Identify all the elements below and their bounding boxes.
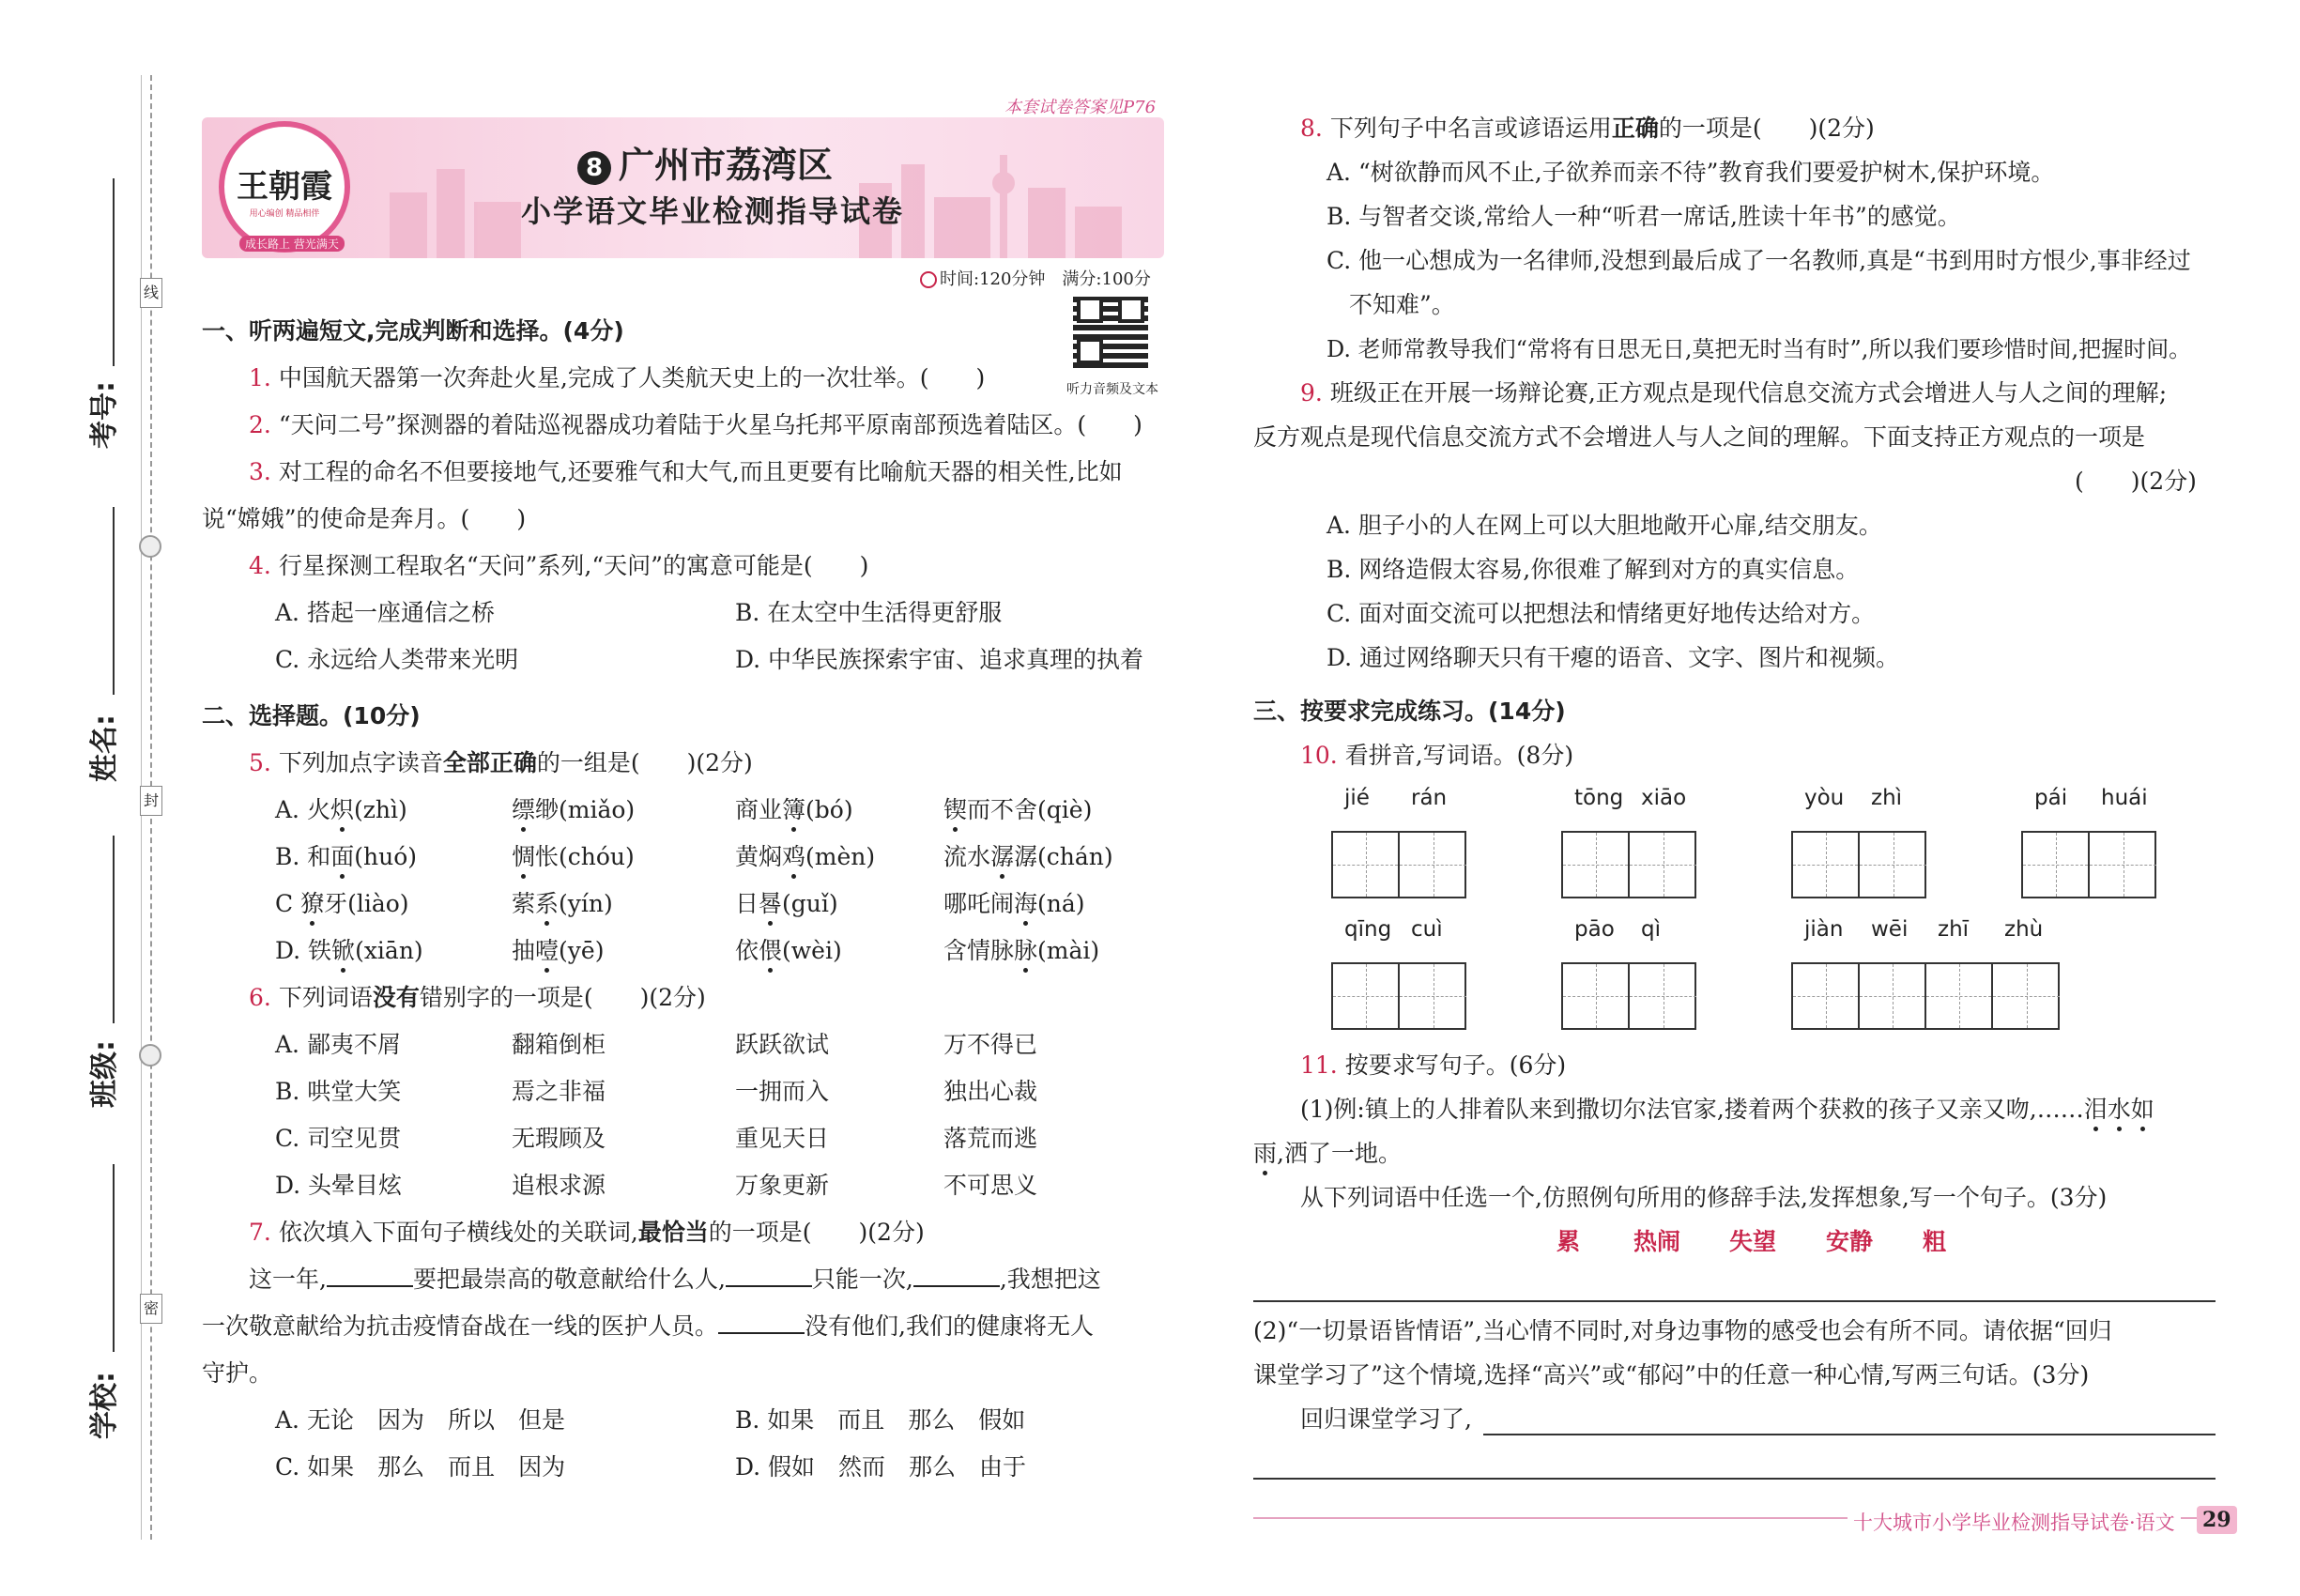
q11-word: 累 [1556, 1228, 1581, 1255]
q5-item-suffix: (xiān) [355, 937, 423, 964]
q5-option-item [275, 937, 423, 965]
pinyin-syllable: yòu [1804, 786, 1845, 810]
q3-text-cont: 说“嫦娥”的使命是奔月。( ) [202, 505, 527, 532]
pinyin-syllable: jiàn [1804, 917, 1844, 942]
q5-dotted-char: 锲 [943, 796, 968, 823]
tianzige-writing-box[interactable] [1561, 962, 1696, 1030]
q8-text-pre: 下列句子中名言或谚语运用 [1329, 115, 1612, 142]
q5-option-item [735, 843, 875, 871]
q5-item-suffix: (yín) [559, 890, 613, 917]
q5-option-item [735, 890, 838, 918]
emphasis-dot-char: 水 [2107, 1096, 2131, 1123]
section-1-title: 一、听两遍短文,完成判断和选择。(4分) [202, 317, 624, 345]
q4-option-c: C. 永远给人类带来光明 [275, 646, 519, 673]
q7-seg: 一次敬意献给为抗击疫情奋战在一线的医护人员。 [202, 1312, 719, 1340]
q11-dotted-words [2084, 1096, 2154, 1123]
section-3-title: 三、按要求完成练习。(14分) [1253, 698, 1566, 725]
q7-text-pre: 依次填入下面句子横线处的关联词, [278, 1219, 638, 1246]
question-9 [1300, 379, 2167, 407]
q7-option-b: B. 如果 而且 那么 假如 [735, 1406, 1026, 1434]
q6-option-item: 落荒而逃 [943, 1125, 1038, 1152]
school-label: 学校: [88, 1372, 121, 1439]
q6-option-item: A. 鄙夷不屑 [275, 1031, 401, 1058]
q5-dotted-char: 炽 [330, 796, 354, 823]
title-line-1 [577, 136, 833, 188]
q5-text-pre: 下列加点字读音 [278, 749, 443, 776]
q11-instruction: 从下列词语中任选一个,仿照例句所用的修辞手法,发挥想象,写一个句子。(3分) [1300, 1184, 2108, 1211]
q5-item-prefix: 萦 [512, 890, 536, 917]
q5-dotted-char: 噎 [535, 937, 560, 964]
q9-option-c: C. 面对面交流可以把想法和情绪更好地传达给对方。 [1326, 600, 1876, 627]
brand-name: 王朝霞 [237, 168, 332, 206]
q6-text-pre: 下列词语 [278, 984, 373, 1011]
q9-option-b: B. 网络造假太容易,你很难了解到对方的真实信息。 [1326, 556, 1860, 583]
q11-example [1300, 1096, 2154, 1124]
question-8 [1300, 115, 1875, 143]
q11-word: 热闹 [1633, 1228, 1681, 1255]
pinyin-syllable: huái [2101, 786, 2148, 810]
tianzige-cell[interactable] [1860, 964, 1926, 1028]
q1-number: 1. [249, 364, 271, 391]
seal-xian: 线 [140, 278, 162, 308]
q11-word: 安静 [1826, 1228, 1874, 1255]
qr-code-icon [1073, 293, 1148, 368]
q7-seg: 只能一次, [811, 1266, 913, 1293]
q5-dotted-char: 海 [1014, 890, 1038, 917]
class-label: 班级: [88, 1040, 121, 1108]
q6-text-post: 错别字的一项是( )(2分) [419, 984, 706, 1011]
q6-option-item: 跃跃欲试 [735, 1031, 830, 1058]
q7-seg: ,我想把这 [999, 1266, 1101, 1293]
brand-sub: 用心编创 精品相伴 [249, 209, 320, 219]
q7-blank-1[interactable] [327, 1285, 413, 1287]
test-number-badge: 8 [577, 151, 611, 185]
q5-item-prefix: 依 [735, 937, 759, 964]
q5-option-item [943, 937, 1099, 965]
q11-example-text: (1)例:镇上的人排着队来到撒切尔法官家,搂着两个获救的孩子又亲又吻,…… [1300, 1096, 2084, 1123]
q11-number: 11. [1300, 1051, 1338, 1079]
q5-item-suffix: 潺(chán) [1014, 843, 1113, 870]
question-5 [249, 749, 753, 777]
pinyin-syllable: zhī [1938, 917, 1970, 942]
q6-option-item: 翻箱倒柜 [512, 1031, 606, 1058]
q5-dotted-char: 偎 [759, 937, 783, 964]
q5-option-item [735, 937, 842, 965]
q5-item-suffix: 而不舍(qiè) [967, 796, 1093, 823]
q10-number: 10. [1300, 742, 1338, 769]
page-number: 29 [2197, 1506, 2237, 1534]
q11-part2: (2)“一切景语皆情语”,当心情不同时,对身边事物的感受也会有所不同。请依据“回归 [1253, 1317, 2112, 1344]
q1-text: 中国航天器第一次奔赴火星,完成了人类航天史上的一次壮举。( ) [278, 364, 986, 391]
tianzige-cell[interactable] [1333, 833, 1400, 897]
q6-option-item: 焉之非福 [512, 1078, 606, 1105]
q5-item-suffix: (bó) [805, 796, 853, 823]
section-2-title: 二、选择题。(10分) [202, 702, 421, 729]
seal-mi: 密 [140, 1294, 162, 1324]
pinyin-syllable: tōng [1574, 786, 1624, 810]
pinyin-syllable: qīng [1344, 917, 1392, 942]
tianzige-cell[interactable] [1793, 964, 1860, 1028]
name-line [113, 507, 115, 695]
tianzige-writing-box[interactable] [1331, 962, 1466, 1030]
seal-feng: 封 [140, 786, 162, 816]
tianzige-cell[interactable] [2090, 833, 2156, 897]
q5-dotted-char: 鸡 [782, 843, 806, 870]
q6-text-bold: 没有 [372, 984, 420, 1011]
tianzige-cell[interactable] [1400, 833, 1466, 897]
q5-item-suffix: (wèi) [782, 937, 842, 964]
q5-item-prefix: 黄焖 [735, 843, 783, 870]
q5-option-item [943, 843, 1113, 871]
binding-hole-icon [139, 1044, 161, 1067]
q5-item-prefix: D. 铁 [275, 937, 332, 964]
q5-item-suffix: (guǐ) [782, 890, 838, 917]
q7-seg: 没有他们,我们的健康将无人 [805, 1312, 1094, 1340]
q7-blank-4[interactable] [718, 1332, 805, 1334]
q5-option-item [275, 890, 409, 918]
q11-part2-prompt: 回归课堂学习了, [1300, 1405, 1472, 1433]
q7-seg: 这一年, [249, 1266, 327, 1293]
tianzige-cell[interactable] [1630, 833, 1696, 897]
q9-text-cont: 反方观点是现代信息交流方式不会增进人与人之间的理解。下面支持正方观点的一项是 [1253, 423, 2146, 451]
q8-number: 8. [1300, 115, 1323, 142]
q10-text: 看拼音,写词语。(8分) [1344, 742, 1574, 769]
footer-book-title: 十大城市小学毕业检测指导试卷·语文 [1848, 1509, 2181, 1537]
q5-item-suffix: 怅(chóu) [535, 843, 635, 870]
q5-item-suffix: (mài) [1037, 937, 1100, 964]
tianzige-cell[interactable] [1793, 833, 1860, 897]
tianzige-writing-box[interactable] [1791, 831, 1926, 898]
q11-word: 粗 [1923, 1228, 1947, 1255]
q5-dotted-char: 锨 [331, 937, 356, 964]
question-11 [1300, 1051, 1566, 1080]
brand-logo [219, 121, 350, 253]
q4-option-b: B. 在太空中生活得更舒服 [735, 599, 1003, 626]
q5-item-prefix: 流水 [943, 843, 991, 870]
q5-dotted-char: 潺 [990, 843, 1015, 870]
question-4 [249, 552, 868, 580]
question-10 [1300, 742, 1573, 770]
q5-option-item [275, 843, 417, 871]
tianzige-cell[interactable] [2023, 833, 2090, 897]
q8-text-post: 的一项是( )(2分) [1658, 115, 1875, 142]
tianzige-cell[interactable] [1563, 964, 1630, 1028]
q5-item-suffix: (mèn) [805, 843, 876, 870]
pinyin-syllable: pāo [1574, 917, 1615, 942]
brand-slogan: 成长路上 营光满天 [239, 236, 345, 252]
tianzige-writing-box[interactable] [1561, 831, 1696, 898]
exam-number-line [113, 178, 115, 366]
q5-option-item [512, 843, 635, 871]
q4-text: 行星探测工程取名“天问”系列,“天问”的寓意可能是( ) [278, 552, 869, 579]
q5-dotted-char: 面 [330, 843, 355, 870]
q6-option-item: 不可思义 [943, 1172, 1038, 1199]
q6-option-item: 重见天日 [735, 1125, 830, 1152]
q5-dotted-char: 缥 [512, 796, 536, 823]
q6-option-item: 万不得已 [943, 1031, 1038, 1058]
pinyin-syllable: zhì [1871, 786, 1903, 810]
tianzige-cell[interactable] [1993, 964, 2060, 1028]
tianzige-cell[interactable] [1630, 964, 1696, 1028]
q7-sentence-line-3: 守护。 [202, 1359, 273, 1387]
q4-option-d: D. 中华民族探索宇宙、追求真理的执着 [735, 646, 1144, 673]
q5-item-suffix: (ná) [1037, 890, 1085, 917]
q7-option-a: A. 无论 因为 所以 但是 [275, 1406, 565, 1434]
q5-dotted-char: 脉 [1014, 937, 1038, 964]
clock-icon [920, 271, 937, 288]
tianzige-cell[interactable] [1926, 964, 1993, 1028]
q5-dotted-char: 晷 [759, 890, 783, 917]
q5-item-suffix: (zhì) [353, 796, 407, 823]
exam-number-label: 考号: [88, 381, 121, 449]
q5-item-prefix: 抽 [512, 937, 536, 964]
emphasis-dot-char: 如 [2130, 1096, 2154, 1123]
q9-option-a: A. 胆子小的人在网上可以大胆地敞开心扉,结交朋友。 [1326, 512, 1882, 539]
q5-option-item [735, 796, 853, 824]
q7-sentence-line-1 [249, 1266, 1101, 1294]
q5-item-prefix: C [275, 890, 301, 917]
pinyin-syllable: zhù [2004, 917, 2044, 942]
q8-option-c: C. 他一心想成为一名律师,没想到最后成了一名教师,真是“书到用时方恨少,事非经过 [1326, 247, 2191, 274]
q5-dotted-char: 惆 [512, 843, 536, 870]
school-line [113, 1164, 115, 1352]
q11-answer-line-1[interactable] [1253, 1300, 2216, 1302]
q9-answer-paren: ( )(2分) [2075, 468, 2197, 495]
question-1 [249, 364, 985, 392]
q5-option-item [943, 796, 1092, 824]
q7-sentence-line-2 [202, 1312, 1094, 1341]
tianzige-writing-box[interactable] [2021, 831, 2156, 898]
q11-answer-line-3[interactable] [1253, 1478, 2216, 1480]
pinyin-syllable: qì [1641, 917, 1661, 942]
q7-text-post: 的一项是( )(2分) [708, 1219, 925, 1246]
question-6 [249, 984, 706, 1012]
pinyin-syllable: jié [1344, 786, 1370, 810]
pinyin-syllable: xiāo [1641, 786, 1687, 810]
tianzige-writing-box[interactable] [1331, 831, 1466, 898]
q8-option-d: D. 老师常教导我们“常将有日思无日,莫把无时当有时”,所以我们要珍惜时间,把握时间。 [1326, 336, 2192, 362]
q5-option-item [512, 890, 613, 918]
q3-number: 3. [249, 458, 271, 485]
q8-option-b: B. 与智者交谈,常给人一种“听君一席话,胜读十年书”的感觉。 [1326, 203, 1961, 230]
pinyin-syllable: rán [1411, 786, 1448, 810]
q11-word: 失望 [1729, 1228, 1777, 1255]
time-limit: 时间:120分钟 [940, 269, 1046, 289]
q5-text-bold: 全部正确 [442, 749, 537, 776]
q8-text-bold: 正确 [1611, 115, 1659, 142]
question-7 [249, 1219, 925, 1247]
q5-dotted-char: 獠 [300, 890, 325, 917]
question-2 [249, 411, 1142, 439]
q7-text-bold: 最恰当 [637, 1219, 709, 1246]
q5-item-prefix: 哪吒闹 [943, 890, 1015, 917]
q7-option-c: C. 如果 那么 而且 因为 [275, 1453, 566, 1481]
q5-item-suffix: 牙(liào) [324, 890, 409, 917]
q5-item-prefix: 含情脉 [943, 937, 1015, 964]
q5-dotted-char: 系 [535, 890, 560, 917]
tianzige-cell[interactable] [1400, 964, 1466, 1028]
q7-number: 7. [249, 1219, 271, 1246]
time-info [920, 266, 1151, 294]
q9-text: 班级正在开展一场辩论赛,正方观点是现代信息交流方式会增进人与人之间的理解; [1329, 379, 2168, 407]
tianzige-cell[interactable] [1860, 833, 1926, 897]
q5-text-post: 的一组是( )(2分) [536, 749, 753, 776]
q5-option-item [512, 796, 635, 824]
pinyin-syllable: cuì [1411, 917, 1443, 942]
q6-option-item: 独出心裁 [943, 1078, 1038, 1105]
q5-item-prefix: 商业 [735, 796, 783, 823]
q8-option-a: A. “树欲静而风不止,子欲养而亲不待”教育我们要爱护树木,保护环境。 [1326, 159, 2055, 186]
tianzige-writing-box[interactable] [1791, 962, 2060, 1030]
q7-seg: 要把最崇高的敬意献给什么人, [412, 1266, 726, 1293]
q5-option-item [512, 937, 604, 965]
qr-caption: 听力音频及文本 [1066, 382, 1158, 397]
name-label: 姓名: [88, 714, 121, 782]
tianzige-cell[interactable] [1333, 964, 1400, 1028]
q7-option-d: D. 假如 然而 那么 由于 [735, 1453, 1027, 1481]
q8-option-c-cont: 不知难”。 [1349, 291, 1455, 318]
q6-option-item: 追根求源 [512, 1172, 606, 1199]
q7-blank-2[interactable] [726, 1285, 812, 1287]
q5-option-item [275, 796, 407, 824]
q6-option-item: 万象更新 [735, 1172, 830, 1199]
q11-text: 按要求写句子。(6分) [1344, 1051, 1567, 1079]
tianzige-cell[interactable] [1563, 833, 1630, 897]
q11-answer-line-2[interactable] [1483, 1434, 2216, 1435]
q6-option-item: 一拥而入 [735, 1078, 830, 1105]
q5-dotted-char: 簿 [782, 796, 806, 823]
q3-text: 对工程的命名不但要接地气,还要雅气和大气,而且更要有比喻航天器的相关性,比如 [278, 458, 1123, 485]
class-line [113, 836, 115, 1023]
q5-number: 5. [249, 749, 271, 776]
binding-hole-icon [139, 535, 161, 558]
q6-option-item: 无瑕顾及 [512, 1125, 606, 1152]
q4-option-a: A. 搭起一座通信之桥 [275, 599, 495, 626]
q2-number: 2. [249, 411, 271, 438]
answer-ref: 本套试卷答案见P76 [1004, 98, 1157, 117]
header-banner [202, 117, 1164, 258]
pinyin-syllable: wēi [1871, 917, 1909, 942]
pinyin-syllable: pái [2034, 786, 2068, 810]
q5-option-item [943, 890, 1085, 918]
q4-number: 4. [249, 552, 271, 579]
question-3 [249, 458, 1123, 486]
q5-item-prefix: B. 和 [275, 843, 331, 870]
q5-item-prefix: 日 [735, 890, 759, 917]
q5-item-prefix: A. 火 [275, 796, 330, 823]
emphasis-dot-char: 雨 [1253, 1140, 1278, 1167]
full-score: 满分:100分 [1062, 269, 1151, 289]
q6-option-item: B. 哄堂大笑 [275, 1078, 402, 1105]
q11-part2-cont: 课堂学习了”这个情境,选择“高兴”或“郁闷”中的任意一种心情,写两三句话。(3分) [1253, 1361, 2090, 1389]
q5-item-suffix: (yē) [559, 937, 605, 964]
q9-number: 9. [1300, 379, 1323, 407]
q6-option-item: C. 司空见贯 [275, 1125, 402, 1152]
q2-text: “天问二号”探测器的着陆巡视器成功着陆于火星乌托邦平原南部预选着陆区。( ) [278, 411, 1142, 438]
q7-blank-3[interactable] [913, 1285, 1000, 1287]
q11-example-cont [1253, 1140, 1402, 1168]
q9-option-d: D. 通过网络聊天只有干瘪的语音、文字、图片和视频。 [1326, 644, 1900, 671]
emphasis-dot-char: 泪 [2083, 1096, 2108, 1123]
q5-item-suffix: (huó) [354, 843, 418, 870]
q6-number: 6. [249, 984, 271, 1011]
q11-example-end: ,洒了一地。 [1277, 1140, 1402, 1167]
q11-dotted-word [1253, 1140, 1277, 1167]
paper-title: 小学语文毕业检测指导试卷 [521, 193, 905, 229]
q5-item-suffix: 缈(miǎo) [535, 796, 636, 823]
q6-option-item: D. 头晕目炫 [275, 1172, 403, 1199]
region-title: 广州市荔湾区 [619, 145, 834, 186]
